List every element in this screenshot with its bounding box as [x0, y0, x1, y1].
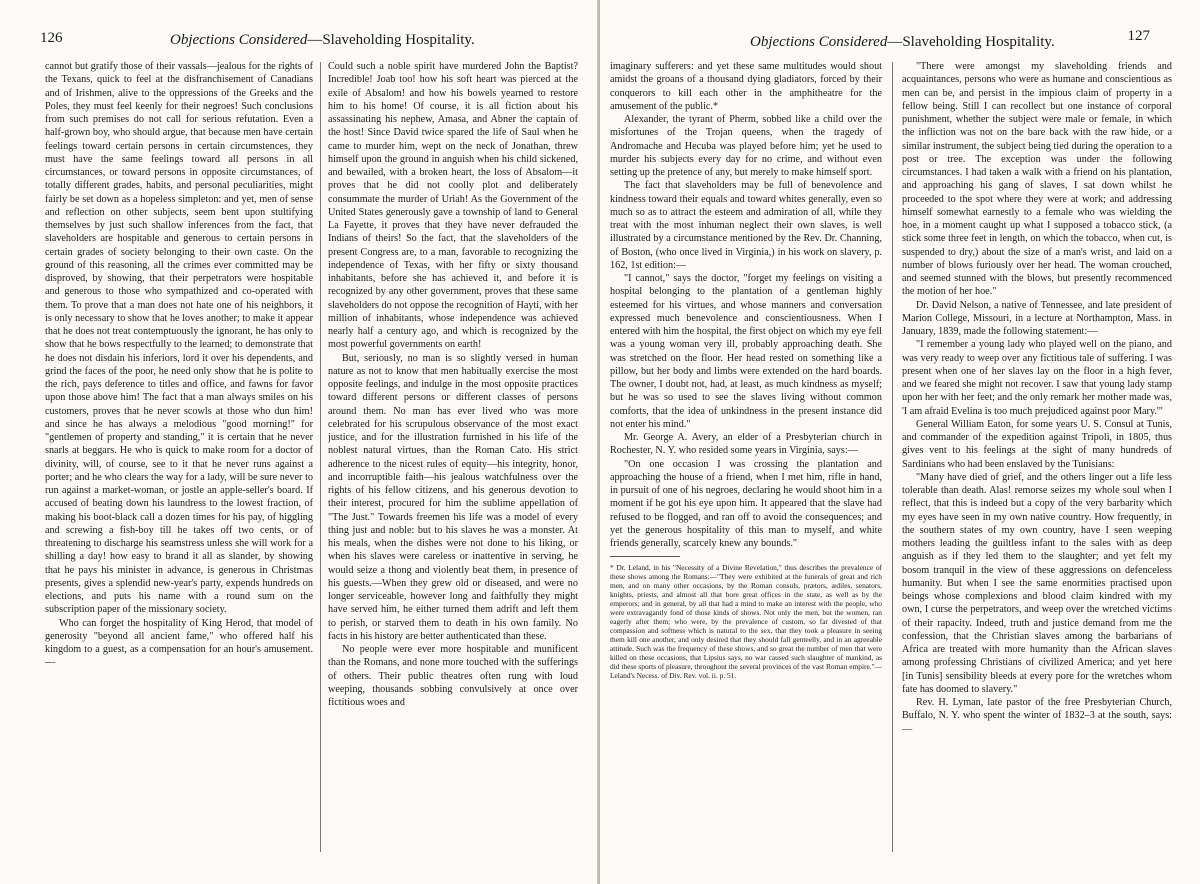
left-col2-para-1: Could such a noble spirit have murdered John the Baptist? Incredible! Joab too! how his soft heart was pierced at the exile of Absalom! and how his bowels yearned to restore him to his home! Of course, it is all fiction about his assassinating his nephew, Amasa, and Abner the captain of the host! Since David twice spared the life of Saul when he came to murder him, wept on the neck of Jonathan, threw himself upon the ground in anguish when his child sickened, and bewailed, with a broken heart, the loss of Absalom—it proves that he did not coolly plot and deliberately consummate the murder of Uriah! As the Government of the United States generously gave a township of land to General La Fayette, it proves that they have never defrauded the Indians of theirs! So the fact, that the slaveholders of the present Congress are, to a man, favorable to recognizing the independence of Texas, with her fifty or sixty thousand inhabitants, before she has achieved it, and before it is recognized by any other government, proves that these same slaveholders do not oppose the recognition of Hayti, with her million of inhabitants, whose independence was achieved nearly half a century ago, and which is recognized by the most powerful governments on earth!	[328, 61, 578, 351]
left-column-1	[45, 60, 313, 860]
right-title-rest: —Slaveholding Hospitality.	[887, 34, 1055, 50]
left-running-head	[40, 30, 568, 52]
right-col1-para-4: "I cannot," says the doctor, "forget my feelings on visiting a hospital belonging to the plantation of a gentleman highly esteemed for his virtues, and whose manners and conversation expressed much benevolence and conscientiousness. When I entered with him the hospital, the first object on which my eye fell was a young woman very ill, probably approaching death. She was stretched on the floor. Her head rested on something like a pillow, but her body and limbs were extended on the hard boards. The owner, I doubt not, had, at least, as much kindness as myself; but he was so used to see the slaves living without common comforts, that the idea of unkindness in the present instance did not enter his mind."	[610, 273, 882, 430]
right-running-head	[640, 30, 1170, 52]
right-column-rule	[892, 62, 893, 852]
footnote: * Dr. Leland, in his "Necessity of a Divine Revelation," thus describes the prevalence of these shows among the Romans:—"They were exhibited at the funerals of great and rich men, and on many other occasions, by the Roman consuls, prætors, ædiles, senators, knights, priests, and almost all that bore great offices in the state, as well as by the emperors; and in general, by all that had a mind to make an interest with the people, who were extravagantly fond of those kinds of shows. Not only the men, but the women, ran eagerly after them; who were, by the prevalence of custom, so far divested of that compassion and softness which is natural to the sex, that they took a pleasure in seeing them kill one another, and only desired that they should fall genteelly, and in an agreeable attitude. Such was the frequency of these shows, and so great the number of men that were killed on these occasions, that Lipsius says, no war caused such slaughter of mankind, as did these sports of pleasure, throughout the several provinces of the vast Roman empire."—Leland's Necess. of Div. Rev. vol. ii. p. 51.	[610, 563, 882, 681]
right-page	[600, 0, 1200, 884]
right-col1-para-2: Alexander, the tyrant of Pherm, sobbed like a child over the misfortunes of the Trojan queens, when the tragedy of Andromache and Hecuba was played before him; yet he used to murder his subjects every day for no crime, and without even setting up the pretence of any, but merely to make himself sport.	[610, 114, 882, 178]
left-col2-para-3: No people were ever more hospitable and munificent than the Romans, and none more touched with the sufferings of others. Their public theatres often rung with loud weeping, thousands sobbing convulsively at once over fictitious woes and	[328, 644, 578, 708]
right-col2-para-6: Rev. H. Lyman, late pastor of the free Presbyterian Church, Buffalo, N. Y. who spent the winter of 1832–3 at the south, says:—	[902, 697, 1172, 735]
left-col1-para-1: cannot but gratify those of their vassals—jealous for the rights of the Texans, quick to feel at the disfranchisement of Canadians and of Irishmen, alive to the oppressions of the Greeks and the Poles, they must feel keenly for their negroes! Such conclusions from such premises do not call for serious refutation. Even a half-grown boy, who should argue, that because men have certain feelings toward certain persons in certain circumstences, they must have the same feelings toward all persons in all circumstances, or toward persons in opposite circumstances, of totally different grades, habits, and personal peculiarities, might fairly be set down as a hopeless simpleton: and yet, men of sense and reflection on other subjects, seem bent upon stultifying themselves by just such shallow inferences from the fact, that slaveholders are hospitable and generous to certain persons in certain grades of society belonging to their own caste. On the ground of this reasoning, all the crimes ever committed may be disproved, by showing, that their perpetrators were hospitable and generous to those who sympathized and co-operated with them. To prove that a man does not hate one of his neighbors, it is only necessary to show that he loves another; to make it appear that he does not treat contemptuously the ignorant, he has only to show that he bows respectfully to the learned; to demonstrate that he does not disdain his inferiors, lord it over his dependents, and grind the faces of the poor, he need only show that he is polite to the rich, pays deference to titles and office, and fawns for favor upon those above him! The fact that a man always smiles on his customers, proves that he never scowls at those who dun him! and since he has always a melodious "good morning!" for "gentlemen of property and standing," it is certain that he never snarls at beggars. He who is quick to make room for a doctor of divinity, will, of course, see to it that he never runs against a porter; and he who clears the way for a lady, will be sure never to run against a market-woman, or jostle an apple-seller's board. If accused of beating down his laundress to the lowest fraction, of making his boot-black call a dozen times for his pay, of higgling and screwing a fish-boy till he takes off two cents, or of threatening to discharge his seamstress unless she will work for a shilling a day! how easy to brand it all as slander, by showing that he pays his minister in advance, is generous in Christmas presents, gives a splendid new-year's party, expends hundreds on elections, and puts his name with a round sum on the subscription paper of the missionary society.	[45, 61, 313, 616]
right-title-italic: Objections Considered	[750, 34, 888, 50]
right-col2-para-1: "There were amongst my slaveholding friends and acquaintances, persons who were as humane and conscientious as men can be, and persist in the impious claim of property in a fellow being. Still I can recollect but one instance of corporal punishment, whether the subject were male or female, in which the infliction was not on the bare back with the raw hide, or a similar instrument, the subject being tied during the operation to a post or tree. The exception was under the following circumstances. I had taken a walk with a friend on his plantation, and approaching his gang of slaves, I sat down whilst he proceeded to the spot where they were at work; and addressing himself somewhat earnestly to a female who was wielding the hoe, in a moment caught up what I supposed a tobacco stick, (a stick some three feet in length, on which the tobacco, when cut, is suspended to dry,) about the size of a man's wrist, and laid on a number of blows furiously over her head. The woman crouched, and seemed stunned with the blows, but presently recommenced the motion of her hoe."	[902, 61, 1172, 298]
right-col2-para-2: Dr. David Nelson, a native of Tennessee, and late president of Marion College, Missouri, in a lecture at Northampton, Mass. in January, 1839, made the following statement:—	[902, 299, 1172, 337]
right-column-2	[902, 60, 1172, 860]
right-col1-para-3: The fact that slaveholders may be full of benevolence and kindness toward their equals and toward whites generally, even so much so as to attract the esteem and admiration of all, while they treat with the most inhuman neglect their own slaves, is well illustrated by a circumstance mentioned by the Rev. Dr. Channing, of Boston, (who once lived in Virginia,) in his work on slavery, p. 162, 1st edition:—	[610, 180, 882, 271]
right-column-1	[610, 60, 882, 860]
left-running-title	[170, 32, 475, 49]
left-col2-para-2: But, seriously, no man is so slightly versed in human nature as not to know that men habitually exercise the most opposite feelings, and indulge in the most opposite practices toward different persons or different classes of persons around them. No man has ever lived who was more celebrated for his scrupulous observance of the most exact justice, and for the illustration furnished in his life of the noblest natural virtues, than the Roman Cato. His strict adherence to the nicest rules of equity—his integrity, honor, and incorruptible faith—his jealous watchfulness over the rights of his fellow citizens, and his generous devotion to their interest, procured for him the sublime appellation of "The Just." Towards freemen his life was a model of every thing just and noble: but to his slaves he was a monster. At his meals, when the dishes were not done to his liking, or when his slaves were careless or inattentive in serving, he would seize a thong and violently beat them, in presence of his guests.—When they grew old or diseased, and were no longer serviceable, however long and faithfully they might have served him, he either turned them adrift and left them to perish, or starved them to death in his own family. No facts in his history are better authenticated than these.	[328, 352, 578, 642]
footnote-rule	[610, 556, 680, 557]
left-title-italic: Objections Considered	[170, 32, 308, 48]
right-col2-para-4: General William Eaton, for some years U. S. Consul at Tunis, and commander of the expedition against Tripoli, in 1805, thus gives vent to his feelings at the sight of many hundreds of Sardinians who had been enslaved by the Tunisians:	[902, 418, 1172, 470]
right-col1-para-1: imaginary sufferers: and yet these same multitudes would shout amidst the groans of a thousand dying gladiators, forced by their conquerors to kill each other in the amphitheatre for the amusement of the public.*	[610, 61, 882, 112]
right-running-title	[750, 34, 1055, 51]
left-title-rest: —Slaveholding Hospitality.	[307, 32, 475, 48]
left-col1-para-2: Who can forget the hospitality of King Herod, that model of generosity "beyond all ancient fame," who offered half his kingdom to a guest, as a compensation for an hour's amusement.—	[45, 617, 313, 669]
left-page-number: 126	[40, 30, 63, 46]
left-page	[0, 0, 598, 884]
right-col2-para-5: "Many have died of grief, and the others linger out a life less tolerable than death. Alas! remorse seizes my whole soul when I reflect, that this is indeed but a copy of the very barbarity which my eyes have seen in my own native country. How frequently, in the southern states of my own country, have I seen weeping mothers leading the guiltless infant to the sales with as deep anguish as if they led them to the slaughter; and yet felt my bosom tranquil in the view of these aggressions on defenceless humanity. But when I see the same enormities practised upon beings whose complexions and blood claim kindred with my own, I curse the perpetrators, and weep over the wretched victims of their rapacity. Indeed, truth and justice demand from me the confession, that the Christian slaves among the barbarians of Africa are treated with more humanity than the African slaves among professing Christians of civilized America; and yet here [in Tunis] sensibility bleeds at every pore for the wretches whom fate has doomed to slavery."	[902, 471, 1172, 695]
left-column-rule	[320, 62, 321, 852]
right-col1-para-6: "On one occasion I was crossing the plantation and approaching the house of a friend, when I met him, rifle in hand, in pursuit of one of his negroes, declaring he would shoot him in a moment if he got his eye upon him. It appeared that the slave had refused to be flogged, and ran off to avoid the consequences; and yet the generous hospitality of this man to myself, and white friends generally, scarcely knew any bounds."	[610, 458, 882, 549]
right-col1-para-5: Mr. George A. Avery, an elder of a Presbyterian church in Rochester, N. Y. who resided some years in Virginia, says:—	[610, 432, 882, 457]
right-page-number: 127	[1127, 28, 1150, 44]
right-col2-para-3: "I remember a young lady who played well on the piano, and was very ready to weep over any fictitious tale of suffering. I was present when one of her slaves lay on the floor in a high fever, and we feared she might not recover. I saw that young lady stamp upon her with her feet; and the only remark her mother made was, 'I am afraid Evelina is too much prejudiced against poor Mary.'"	[902, 339, 1172, 417]
left-column-2	[328, 60, 578, 860]
